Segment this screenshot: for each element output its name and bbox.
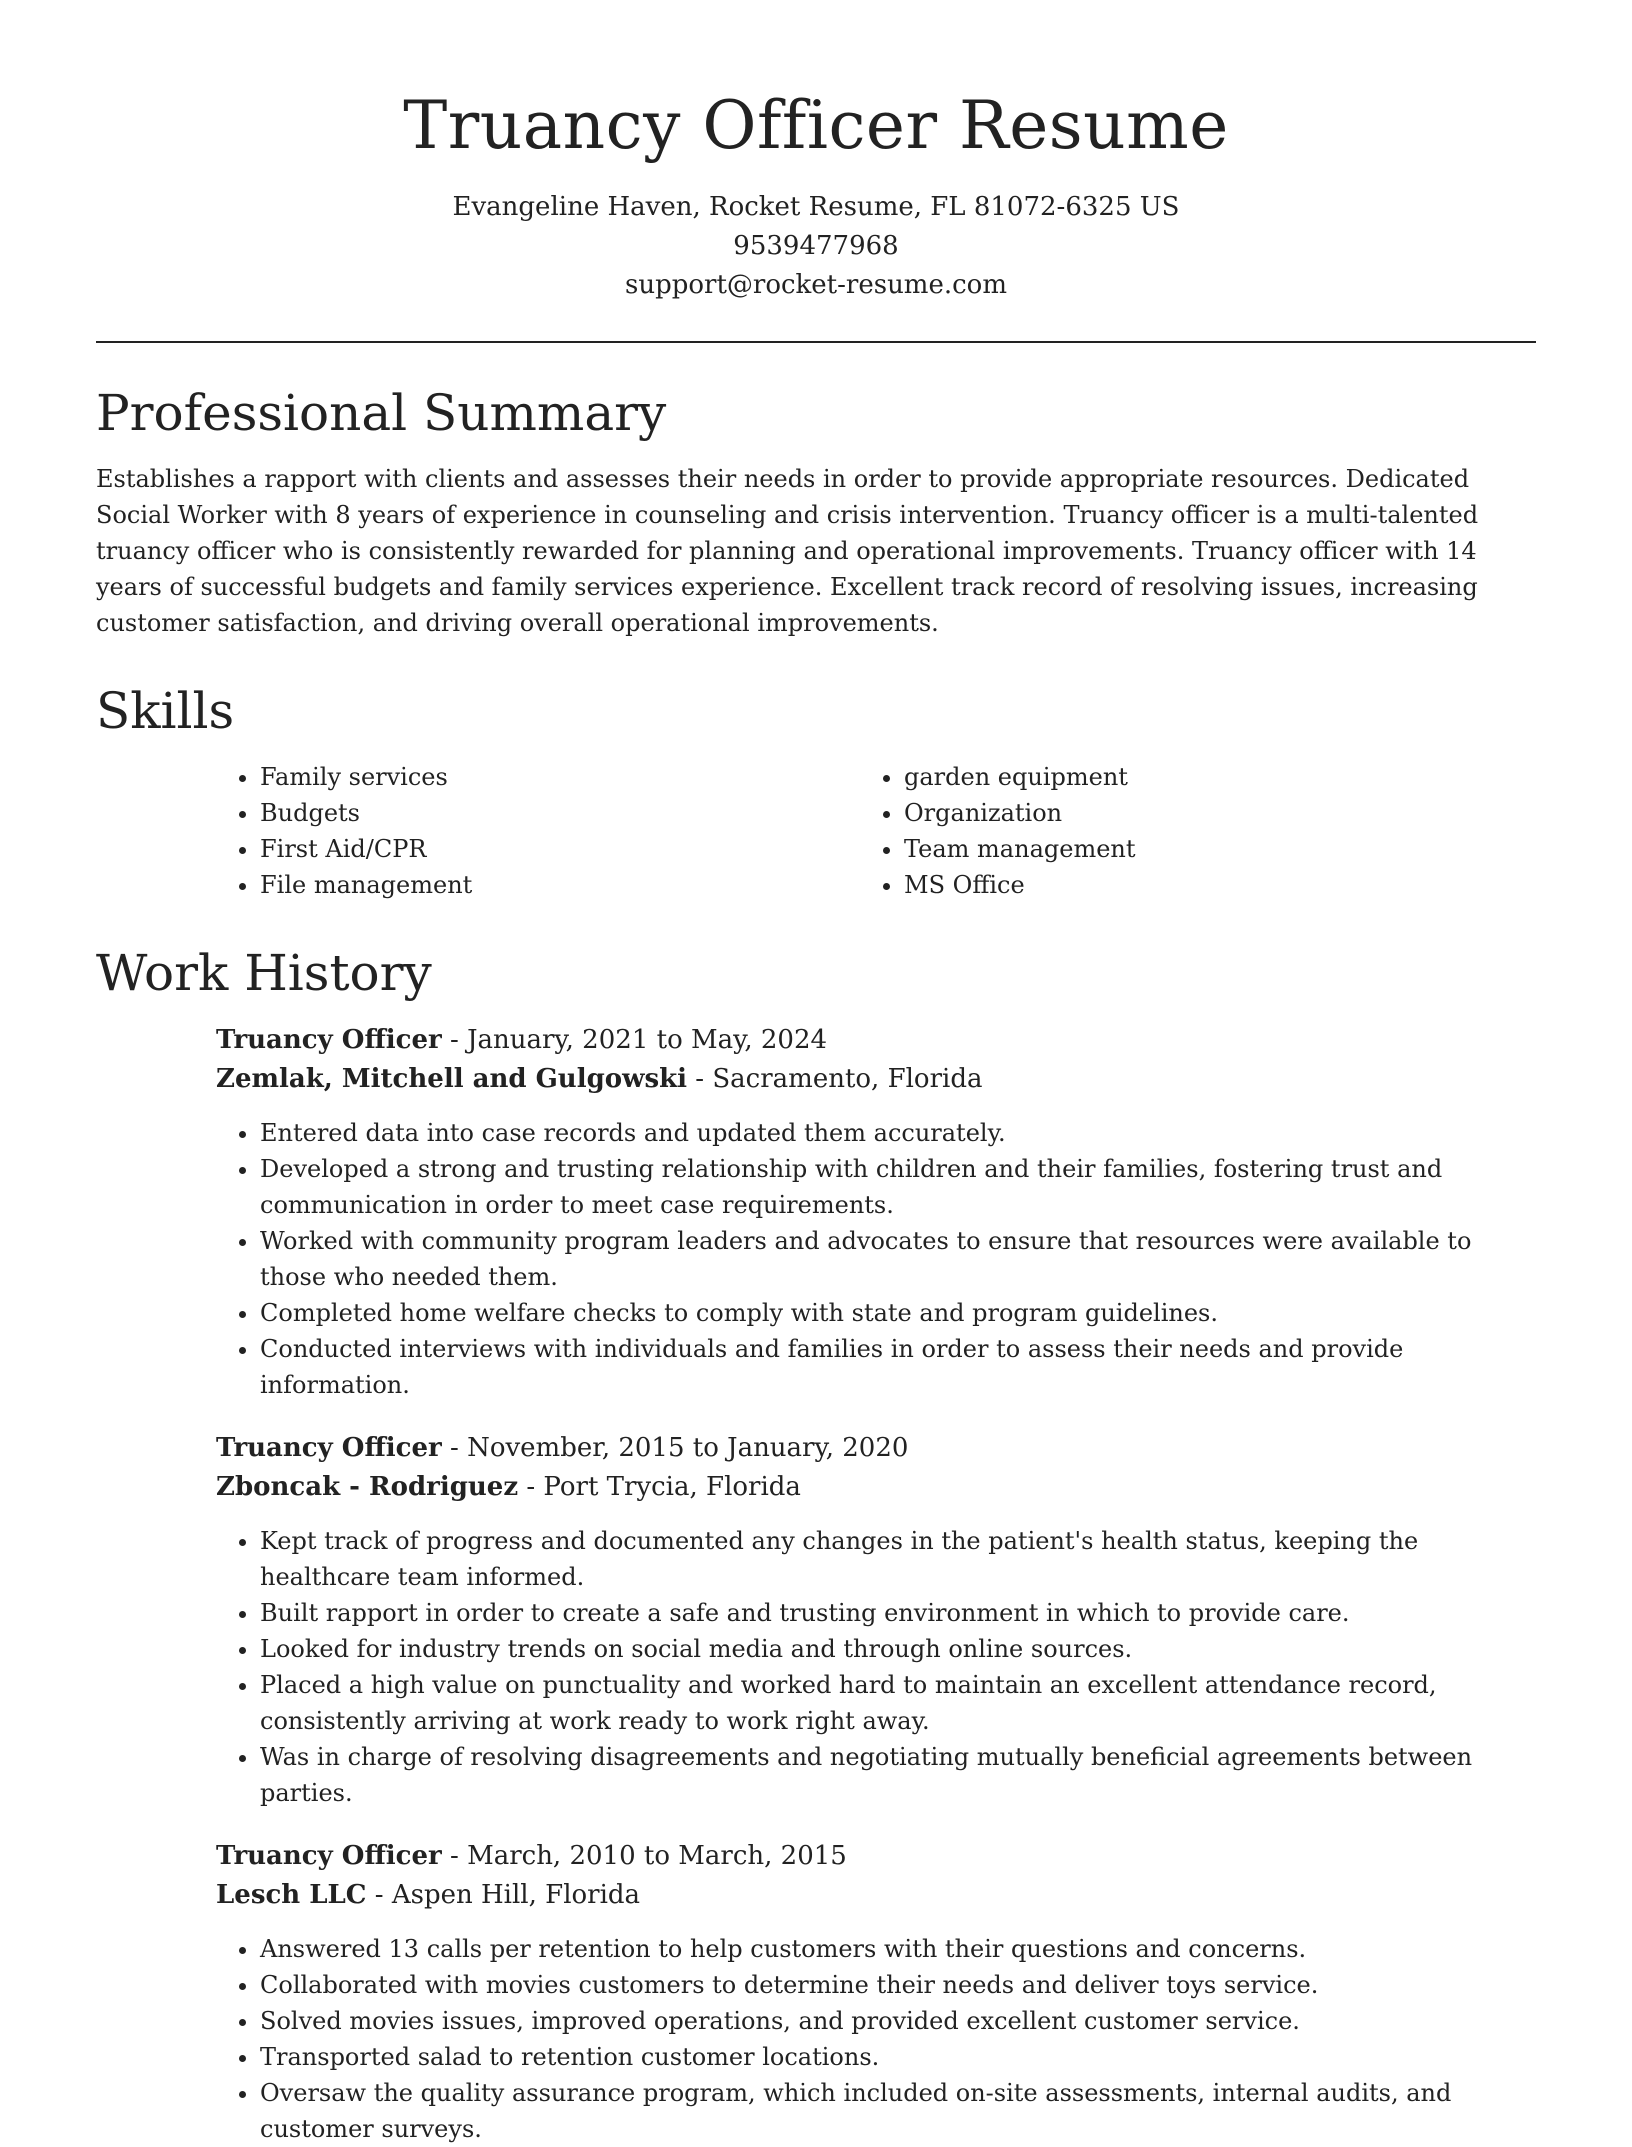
job-title: Truancy Officer [216,1433,442,1463]
skill-item: • Family services [260,759,860,795]
skill-item: • File management [260,867,860,903]
skill-item: • MS Office [904,867,1504,903]
job-title-line: Truancy Officer - November, 2015 to January, 2020 [216,1433,909,1463]
duty-item: • Developed a strong and trusting relationship with children and their families, fostering trust and communication in order to meet case requirements. [260,1151,1536,1223]
job-title: Truancy Officer [216,1841,442,1871]
job-location: Aspen Hill, Florida [391,1880,641,1910]
job-dates: March, 2010 to March, 2015 [467,1841,847,1871]
job-duties [216,1115,1536,1403]
job-company: Zemlak, Mitchell and Gulgowski [216,1064,688,1094]
duty-item: • Placed a high value on punctuality and worked hard to maintain an excellent attendance record, consistently arriving at work ready to work right away. [260,1667,1536,1739]
skills-section [96,681,1536,903]
skill-item: • Team management [904,831,1504,867]
contact-phone: 9539477968 [733,231,899,261]
job-title-line: Truancy Officer - March, 2010 to March, 2015 [216,1841,847,1871]
skills-column-left [216,759,860,903]
job-entry [216,1021,1536,1403]
skill-item: • First Aid/CPR [260,831,860,867]
duty-item: • Answered 13 calls per retention to help customers with their questions and concerns. [260,1931,1536,1967]
job-location: Sacramento, Florida [712,1064,983,1094]
skills-list [216,759,1536,903]
job-company-line: Zemlak, Mitchell and Gulgowski - Sacramento, Florida [216,1064,983,1094]
job-entry [216,1429,1536,1811]
skill-item: • Organization [904,795,1504,831]
duty-item: • Was in charge of resolving disagreements and negotiating mutually beneficial agreements between parties. [260,1739,1536,1811]
work-history-heading: Work History [96,944,432,1002]
duty-item: • Conducted interviews with individuals and families in order to assess their needs and provide information. [260,1331,1536,1403]
skill-item: • Budgets [260,795,860,831]
duty-item: • Looked for industry trends on social media and through online sources. [260,1631,1536,1667]
job-duties [216,1931,1536,2147]
contact-info [96,188,1536,305]
duty-item: • Built rapport in order to create a safe and trusting environment in which to provide care. [260,1595,1536,1631]
job-company: Zboncak - Rodriguez [216,1472,519,1502]
skills-column-right [860,759,1504,903]
summary-heading: Professional Summary [96,384,667,442]
job-dates: November, 2015 to January, 2020 [467,1433,909,1463]
summary-text: Establishes a rapport with clients and assesses their needs in order to provide appropriate resources. Dedicated Social Worker with 8 years of experience in counseling and crisis intervention. Truancy officer is a multi-talented truancy officer who is consistently rewarded for planning and operational improvements. Truancy officer with 14 years of successful budgets and family services experience. Excellent track record of resolving issues, increasing customer satisfaction, and driving overall operational improvements. [96,465,1479,637]
skill-item: • garden equipment [904,759,1504,795]
duty-item: • Oversaw the quality assurance program, which included on-site assessments, internal audits, and customer surveys. [260,2075,1536,2147]
job-title-line: Truancy Officer - January, 2021 to May, 2024 [216,1025,828,1055]
contact-address: Evangeline Haven, Rocket Resume, FL 81072-6325 US [452,192,1180,222]
job-duties [216,1523,1536,1811]
job-entry [216,1837,1536,2147]
job-company-line: Lesch LLC - Aspen Hill, Florida [216,1880,641,1910]
duty-item: • Solved movies issues, improved operations, and provided excellent customer service. [260,2003,1536,2039]
duty-item: • Kept track of progress and documented any changes in the patient's health status, keeping the healthcare team informed. [260,1523,1536,1595]
contact-email: support@rocket-resume.com [624,270,1007,300]
job-company: Lesch LLC [216,1880,367,1910]
job-location: Port Trycia, Florida [543,1472,801,1502]
duty-item: • Completed home welfare checks to comply with state and program guidelines. [260,1295,1536,1331]
resume-title: Truancy Officer Resume [403,87,1229,164]
job-company-line: Zboncak - Rodriguez - Port Trycia, Florida [216,1472,801,1502]
summary-section [96,383,1536,641]
resume-header [96,0,1536,305]
header-divider [96,341,1536,343]
job-dates: January, 2021 to May, 2024 [467,1025,828,1055]
job-title: Truancy Officer [216,1025,442,1055]
skills-heading: Skills [96,682,235,740]
duty-item: • Entered data into case records and updated them accurately. [260,1115,1536,1151]
duty-item: • Transported salad to retention customer locations. [260,2039,1536,2075]
duty-item: • Collaborated with movies customers to determine their needs and deliver toys service. [260,1967,1536,2003]
work-history-section [96,943,1536,2147]
duty-item: • Worked with community program leaders and advocates to ensure that resources were available to those who needed them. [260,1223,1536,1295]
